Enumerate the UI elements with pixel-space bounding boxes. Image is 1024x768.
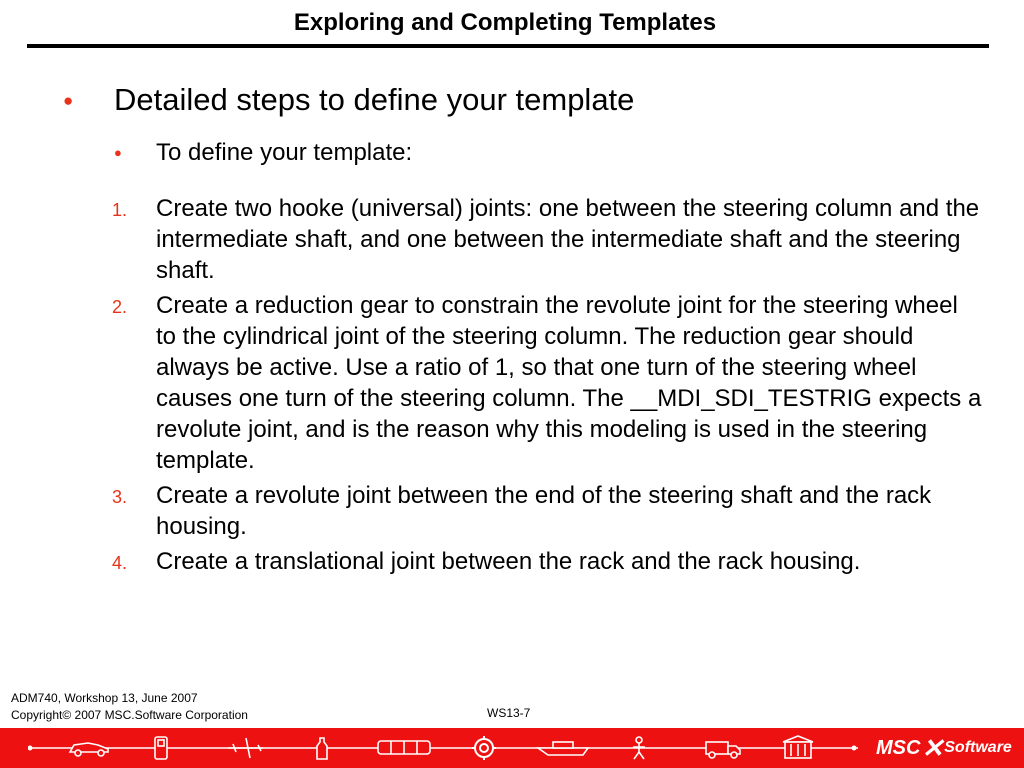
step-item xyxy=(112,546,982,577)
step-text: Create a reduction gear to constrain the revolute joint for the steering wheel to the cylindrical joint of the steering column. The reduction gear should always be active. Use a ratio of 1, so that one turn of the steering wheel causes one turn of the steering column. The __MDI_SDI_TESTRIG expects a revolute joint, and is the reason why this modeling is used in the steering template. xyxy=(156,292,982,474)
logo-software: Software xyxy=(944,739,1012,756)
airplane-icon xyxy=(228,738,263,758)
step-text: Create a translational joint between the rack and the rack housing. xyxy=(156,548,861,575)
building-icon xyxy=(783,736,813,758)
step-number: 2. xyxy=(112,297,128,317)
logo-x-icon: ✕ xyxy=(921,732,944,763)
step-item xyxy=(112,193,982,286)
bottom-bar xyxy=(0,728,1024,768)
train-icon xyxy=(378,741,430,754)
msc-software-logo xyxy=(876,732,1012,764)
slide-title: Exploring and Completing Templates xyxy=(293,9,717,36)
title-rule xyxy=(27,44,989,48)
subheading-bullet: ● xyxy=(114,145,122,160)
footer-info xyxy=(11,690,248,724)
footer-course: ADM740, Workshop 13, June 2007 xyxy=(11,691,198,705)
footer-copyright: Copyright© 2007 MSC.Software Corporation xyxy=(11,708,248,722)
bottle-icon xyxy=(317,738,327,759)
steps-list xyxy=(112,193,982,581)
step-text: Create a revolute joint between the end of the steering shaft and the rack housing. xyxy=(156,482,932,540)
gear-icon xyxy=(472,736,496,760)
phone-icon xyxy=(155,737,167,759)
logo-msc: MSC xyxy=(876,736,921,759)
step-number: 4. xyxy=(112,553,128,573)
icon-strip xyxy=(28,728,858,768)
car-icon xyxy=(70,743,108,756)
step-item xyxy=(112,290,982,476)
step-number: 1. xyxy=(112,200,128,220)
step-item xyxy=(112,480,982,542)
heading-bullet: ● xyxy=(63,91,74,110)
step-text: Create two hooke (universal) joints: one between the steering column and the intermediate shaft, and one between the intermediate shaft and the steering shaft. xyxy=(156,195,980,284)
truck-icon xyxy=(706,742,740,758)
subheading: To define your template: xyxy=(156,139,413,166)
page-number: WS13-7 xyxy=(487,706,531,720)
ship-icon xyxy=(538,742,588,755)
heading: Detailed steps to define your template xyxy=(114,82,635,117)
step-number: 3. xyxy=(112,487,128,507)
